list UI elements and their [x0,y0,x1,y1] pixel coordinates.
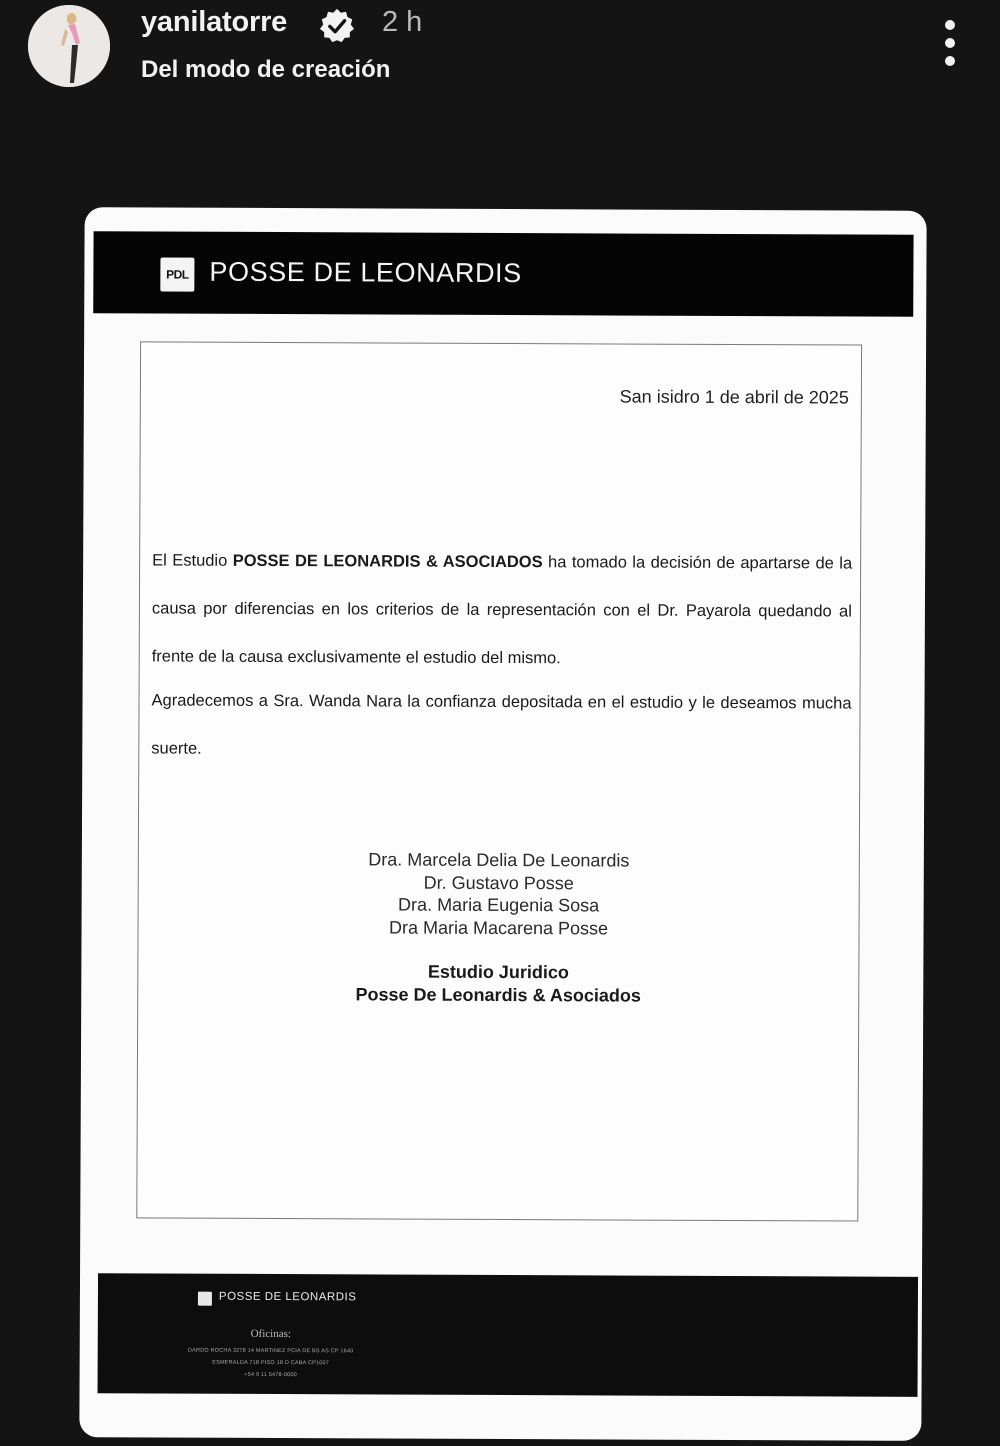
letter-date: San isidro 1 de abril de 2025 [619,386,849,408]
profile-photo-icon [28,5,110,87]
footer-phone: +54 9 11 5478-0000 [244,1371,297,1379]
document-header [93,231,913,317]
document-image [79,207,926,1441]
signers-list [139,847,859,940]
letter-body [136,341,862,1221]
document-footer [98,1273,919,1397]
firm-name-bold: POSSE DE LEONARDIS & ASOCIADOS [232,551,543,572]
firm-signature: Estudio Juridico Posse De Leonardis & Asociados [355,961,642,1006]
signer: Dr. Gustavo Posse [423,872,574,893]
story-username[interactable]: yanilatorre [141,6,288,38]
verified-badge-icon [318,7,356,45]
footer-brand: POSSE DE LEONARDIS [218,1290,357,1304]
signer: Dra. Marcela Delia De Leonardis [368,849,630,871]
avatar[interactable] [28,5,110,87]
paragraph-1: El Estudio POSSE DE LEONARDIS & ASOCIADOS ha tomado la decisión de apartarse de la causa por diferencias en los criterios de la representación con el Dr. Payarola quedando al frente de la causa exclusivamente el estudio del mismo. [151,551,853,668]
signer: Dra. Maria Eugenia Sosa [398,894,600,916]
signer: Dra Maria Macarena Posse [388,917,609,938]
story-time: 2 h [382,6,423,38]
footer-address-2: ESMERALDA 718 PISO 18 D CABA CP1007 [212,1359,330,1367]
paragraph-2: Agradecemos a Sra. Wanda Nara la confianza depositada en el estudio y le deseamos mucha suerte. [151,691,852,758]
story-subtitle[interactable]: Del modo de creación [141,56,391,83]
footer-address-1: DARDO ROCHA 3278 14 MARTINEZ PCIA DE BS AS CP 1640 [187,1347,354,1355]
firm-name: POSSE DE LEONARDIS [209,256,522,289]
firm-logo: PDL [160,258,194,292]
letter-text [151,536,852,775]
footer-logo-icon [198,1292,212,1306]
more-options-icon[interactable] [936,20,964,66]
footer-offices-label: Oficinas: [250,1327,291,1341]
